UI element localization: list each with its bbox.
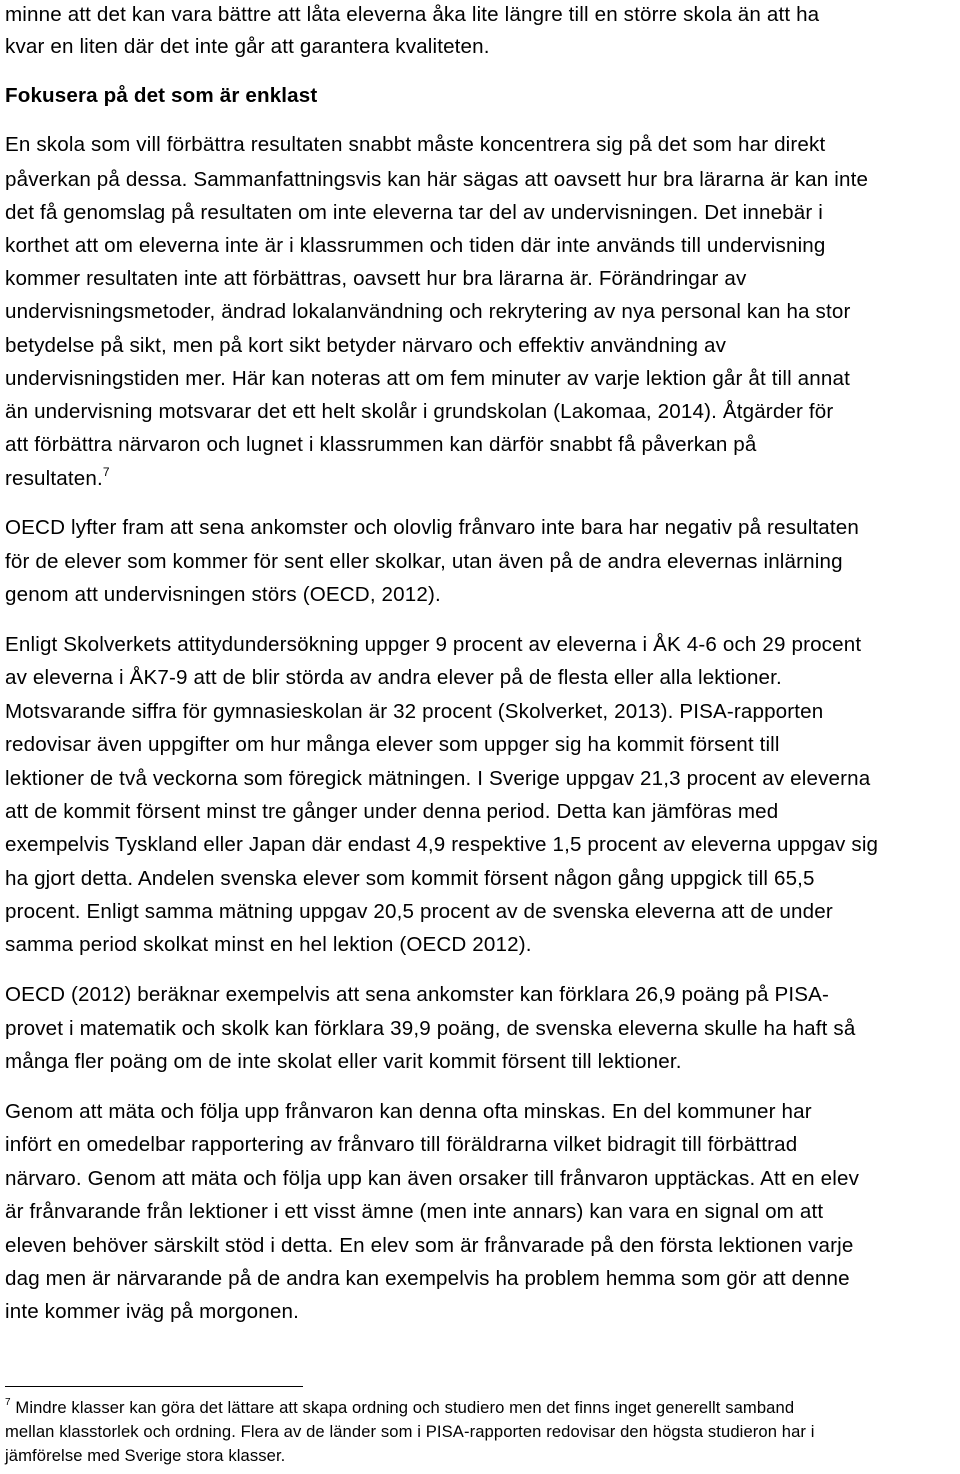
footnote-text: Mindre klasser kan göra det lättare att skapa ordning och studiero men det finns inget generellt samband	[15, 1398, 795, 1417]
footnote-line: mellan klasstorlek och ordning. Flera av de länder som i PISA-rapporten redovisar den högsta studieron har i	[5, 1422, 815, 1441]
text-line: kvar en liten där det inte går att garantera kvaliteten.	[5, 35, 490, 58]
text-line: genom att undervisningen störs (OECD, 2012).	[5, 583, 441, 606]
text-line: det få genomslag på resultaten om inte eleverna tar del av undervisningen. Det innebär i	[5, 201, 823, 224]
text-line-content: resultaten.	[5, 467, 103, 490]
text-line: exempelvis Tyskland eller Japan där endast 4,9 respektive 1,5 procent av eleverna uppgav sig	[5, 833, 879, 856]
text-line: Enligt Skolverkets attitydundersökning uppger 9 procent av eleverna i ÅK 4-6 och 29 procent	[5, 633, 862, 656]
text-line: kommer resultaten inte att förbättras, oavsett hur bra lärarna är. Förändringar av	[5, 267, 747, 290]
text-line	[5, 462, 110, 495]
text-line: av eleverna i ÅK7-9 att de blir störda av andra elever på de flesta eller alla lektioner.	[5, 666, 782, 689]
text-line: minne att det kan vara bättre att låta eleverna åka lite längre till en större skola än att ha	[5, 3, 820, 26]
text-line: Genom att mäta och följa upp frånvaron kan denna ofta minskas. En del kommuner har	[5, 1100, 812, 1123]
text-line: OECD (2012) beräknar exempelvis att sena ankomster kan förklara 26,9 poäng på PISA-	[5, 983, 830, 1006]
footnote-line	[5, 1396, 794, 1420]
text-line: samma period skolkat minst en hel lektion (OECD 2012).	[5, 933, 532, 956]
text-line: är frånvarande från lektioner i ett visst ämne (men inte annars) kan vara en signal om att	[5, 1200, 824, 1223]
text-line: korthet att om eleverna inte är i klassrummen och tiden där inte används till undervisning	[5, 234, 826, 257]
text-line: än undervisning motsvarar det ett helt skolår i grundskolan (Lakomaa, 2014). Åtgärder för	[5, 400, 834, 423]
text-line: dag men är närvarande på de andra kan exempelvis ha problem hemma som gör att denne	[5, 1267, 850, 1290]
text-line: provet i matematik och skolk kan förklara 39,9 poäng, de svenska eleverna skulle ha haft så	[5, 1017, 856, 1040]
footnote-separator	[5, 1386, 303, 1387]
text-line: inte kommer iväg på morgonen.	[5, 1300, 299, 1323]
text-line: infört en omedelbar rapportering av frånvaro till föräldrarna vilket bidragit till förbättrad	[5, 1133, 798, 1156]
text-line: att de kommit försent minst tre gånger under denna period. Detta kan jämföras med	[5, 800, 779, 823]
text-line: många fler poäng om de inte skolat eller varit kommit försent till lektioner.	[5, 1050, 682, 1073]
footnote-line: jämförelse med Sverige stora klasser.	[5, 1446, 286, 1465]
text-line: ha gjort detta. Andelen svenska elever som kommit försent någon gång uppgick till 65,5	[5, 867, 815, 890]
section-heading: Fokusera på det som är enklast	[5, 84, 318, 107]
text-line: procent. Enligt samma mätning uppgav 20,5 procent av de svenska eleverna att de under	[5, 900, 833, 923]
text-line: lektioner de två veckorna som föregick mätningen. I Sverige uppgav 21,3 procent av eleverna	[5, 767, 871, 790]
text-line: att förbättra närvaron och lugnet i klassrummen kan därför snabbt få påverkan på	[5, 433, 757, 456]
text-line: undervisningstiden mer. Här kan noteras att om fem minuter av varje lektion går åt till annat	[5, 367, 850, 390]
text-line: eleven behöver särskilt stöd i detta. En elev som är frånvarade på den första lektionen varje	[5, 1234, 854, 1257]
footnote-reference[interactable]: 7	[102, 465, 110, 479]
text-line: närvaro. Genom att mäta och följa upp kan även orsaker till frånvaron upptäckas. Att en elev	[5, 1167, 860, 1190]
text-line: påverkan på dessa. Sammanfattningsvis kan här sägas att oavsett hur bra lärarna är kan inte	[5, 168, 869, 191]
text-line: betydelse på sikt, men på kort sikt betyder närvaro och effektiv användning av	[5, 334, 727, 357]
text-line: En skola som vill förbättra resultaten snabbt måste koncentrera sig på det som har direkt	[5, 133, 826, 156]
text-line: redovisar även uppgifter om hur många elever som uppger sig ha kommit försent till	[5, 733, 780, 756]
text-line: Motsvarande siffra för gymnasieskolan är 32 procent (Skolverket, 2013). PISA-rapporten	[5, 700, 824, 723]
text-line: OECD lyfter fram att sena ankomster och olovlig frånvaro inte bara har negativ på resultaten	[5, 516, 859, 539]
text-line: undervisningsmetoder, ändrad lokalanvändning och rekrytering av nya personal kan ha stor	[5, 300, 851, 323]
footnote-marker: 7	[5, 1397, 11, 1408]
text-line: för de elever som kommer för sent eller skolkar, utan även på de andra elevernas inlärning	[5, 550, 843, 573]
